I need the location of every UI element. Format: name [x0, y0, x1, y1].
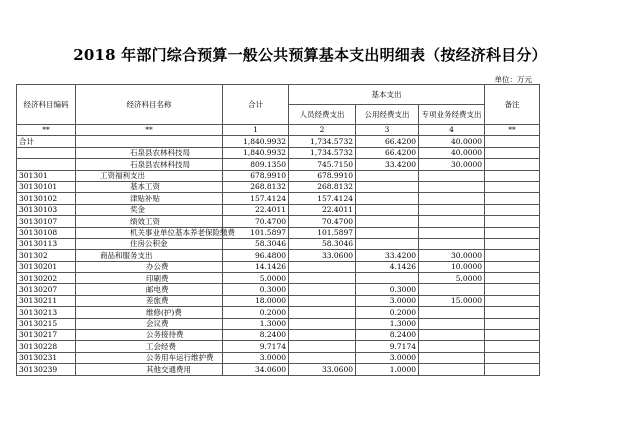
name-cell	[76, 136, 223, 147]
table-row	[17, 227, 540, 238]
name-cell: 基本工资	[76, 181, 223, 192]
code-cell: 合计	[17, 136, 76, 147]
special-cell	[419, 170, 485, 181]
personnel-cell	[289, 341, 356, 352]
code-cell: 30130213	[17, 307, 76, 318]
name-cell: 石泉县农林科技局	[76, 159, 223, 170]
special-cell	[419, 216, 485, 227]
public-cell: 66.4200	[356, 147, 419, 158]
remark-cell	[485, 341, 540, 352]
personnel-cell: 1,734.5732	[289, 147, 356, 158]
special-cell: 40.0000	[419, 136, 485, 147]
name-cell: 奖金	[76, 204, 223, 215]
name-cell: 其他交通费用	[76, 364, 223, 375]
name-cell: 维修(护)费	[76, 307, 223, 318]
table-row	[17, 273, 540, 284]
special-cell: 30.0000	[419, 159, 485, 170]
table-row	[17, 159, 540, 170]
personnel-cell	[289, 273, 356, 284]
personnel-cell	[289, 295, 356, 306]
index-row	[17, 125, 540, 136]
name-cell: 工资福利支出	[76, 170, 223, 181]
total-cell: 3.0000	[223, 352, 289, 363]
code-cell: 30130202	[17, 273, 76, 284]
remark-cell	[485, 136, 540, 147]
special-cell: 40.0000	[419, 147, 485, 158]
total-cell: 1,840.9932	[223, 136, 289, 147]
table-row	[17, 261, 540, 272]
code-cell	[17, 159, 76, 170]
code-cell: 30130217	[17, 330, 76, 341]
total-cell: 5.0000	[223, 273, 289, 284]
total-cell: 101.5897	[223, 227, 289, 238]
public-cell: 4.1426	[356, 261, 419, 272]
personnel-cell	[289, 284, 356, 295]
index-cell: 1	[223, 125, 289, 136]
name-cell: 办公费	[76, 261, 223, 272]
code-cell: 30130113	[17, 238, 76, 249]
remark-cell	[485, 318, 540, 329]
total-cell: 157.4124	[223, 193, 289, 204]
table-row	[17, 330, 540, 341]
name-cell: 住房公积金	[76, 238, 223, 249]
table-row	[17, 204, 540, 215]
total-cell: 8.2400	[223, 330, 289, 341]
public-cell: 3.0000	[356, 352, 419, 363]
remark-cell	[485, 170, 540, 181]
header-public: 公用经费支出	[356, 105, 419, 125]
special-cell	[419, 204, 485, 215]
code-cell: 301301	[17, 170, 76, 181]
code-cell: 30130207	[17, 284, 76, 295]
total-cell: 70.4700	[223, 216, 289, 227]
remark-cell	[485, 250, 540, 261]
code-cell: 301302	[17, 250, 76, 261]
total-cell: 9.7174	[223, 341, 289, 352]
code-cell: 30130103	[17, 204, 76, 215]
public-cell	[356, 216, 419, 227]
code-cell: 30130101	[17, 181, 76, 192]
table-body	[17, 136, 540, 375]
personnel-cell	[289, 318, 356, 329]
code-cell: 30130239	[17, 364, 76, 375]
personnel-cell: 268.8132	[289, 181, 356, 192]
table-row	[17, 352, 540, 363]
remark-cell	[485, 159, 540, 170]
code-cell: 30130228	[17, 341, 76, 352]
remark-cell	[485, 330, 540, 341]
remark-cell	[485, 193, 540, 204]
public-cell: 66.4200	[356, 136, 419, 147]
code-cell: 30130107	[17, 216, 76, 227]
unit-label: 单位：万元	[494, 75, 532, 84]
document-title: 2018 年部门综合预算一般公共预算基本支出明细表（按经济科目分）	[73, 46, 547, 64]
total-cell: 96.4800	[223, 250, 289, 261]
header-basic: 基本支出	[289, 85, 485, 105]
total-cell: 14.1426	[223, 261, 289, 272]
remark-cell	[485, 227, 540, 238]
public-cell: 1.3000	[356, 318, 419, 329]
index-cell: 3	[356, 125, 419, 136]
special-cell	[419, 318, 485, 329]
header-code: 经济科目编码	[17, 85, 76, 125]
header-row-1	[17, 85, 540, 105]
remark-cell	[485, 204, 540, 215]
special-cell	[419, 193, 485, 204]
code-cell: 30130102	[17, 193, 76, 204]
code-cell: 30130201	[17, 261, 76, 272]
personnel-cell: 157.4124	[289, 193, 356, 204]
special-cell	[419, 352, 485, 363]
special-cell: 30.0000	[419, 250, 485, 261]
remark-cell	[485, 295, 540, 306]
special-cell: 15.0000	[419, 295, 485, 306]
remark-cell	[485, 364, 540, 375]
index-cell: **	[485, 125, 540, 136]
index-cell: **	[17, 125, 76, 136]
name-cell: 绩效工资	[76, 216, 223, 227]
personnel-cell: 33.0600	[289, 250, 356, 261]
total-cell: 58.3046	[223, 238, 289, 249]
special-cell	[419, 284, 485, 295]
total-cell: 1,840.9932	[223, 147, 289, 158]
header-personnel: 人员经费支出	[289, 105, 356, 125]
name-cell: 印刷费	[76, 273, 223, 284]
header-name: 经济科目名称	[76, 85, 223, 125]
code-cell: 30130215	[17, 318, 76, 329]
personnel-cell	[289, 330, 356, 341]
public-cell	[356, 204, 419, 215]
special-cell: 5.0000	[419, 273, 485, 284]
table-row	[17, 341, 540, 352]
public-cell	[356, 193, 419, 204]
remark-cell	[485, 216, 540, 227]
code-cell: 30130108	[17, 227, 76, 238]
personnel-cell: 22.4011	[289, 204, 356, 215]
personnel-cell: 678.9910	[289, 170, 356, 181]
table-row	[17, 318, 540, 329]
personnel-cell: 745.7150	[289, 159, 356, 170]
public-cell: 3.0000	[356, 295, 419, 306]
personnel-cell: 33.0600	[289, 364, 356, 375]
total-cell: 268.8132	[223, 181, 289, 192]
table-row	[17, 364, 540, 375]
public-cell: 33.4200	[356, 159, 419, 170]
index-cell: **	[76, 125, 223, 136]
public-cell: 8.2400	[356, 330, 419, 341]
special-cell	[419, 330, 485, 341]
remark-cell	[485, 181, 540, 192]
code-cell	[17, 147, 76, 158]
special-cell	[419, 181, 485, 192]
public-cell	[356, 181, 419, 192]
remark-cell	[485, 284, 540, 295]
special-cell	[419, 307, 485, 318]
public-cell: 33.4200	[356, 250, 419, 261]
remark-cell	[485, 273, 540, 284]
table-row	[17, 216, 540, 227]
personnel-cell	[289, 261, 356, 272]
table-row	[17, 147, 540, 158]
public-cell: 0.3000	[356, 284, 419, 295]
name-cell: 津贴补贴	[76, 193, 223, 204]
table-row	[17, 136, 540, 147]
name-cell: 机关事业单位基本养老保险缴费	[76, 227, 223, 238]
name-cell: 公务用车运行维护费	[76, 352, 223, 363]
header-total: 合计	[223, 85, 289, 125]
name-cell: 商品和服务支出	[76, 250, 223, 261]
total-cell: 678.9910	[223, 170, 289, 181]
table-row	[17, 170, 540, 181]
name-cell: 差旅费	[76, 295, 223, 306]
public-cell	[356, 238, 419, 249]
total-cell: 809.1350	[223, 159, 289, 170]
table-row	[17, 250, 540, 261]
public-cell: 0.2000	[356, 307, 419, 318]
name-cell: 工会经费	[76, 341, 223, 352]
total-cell: 0.3000	[223, 284, 289, 295]
special-cell	[419, 238, 485, 249]
name-cell: 邮电费	[76, 284, 223, 295]
table-row	[17, 284, 540, 295]
personnel-cell: 101.5897	[289, 227, 356, 238]
header-special: 专项业务经费支出	[419, 105, 485, 125]
special-cell	[419, 227, 485, 238]
table-row	[17, 181, 540, 192]
table-row	[17, 295, 540, 306]
name-cell: 会议费	[76, 318, 223, 329]
personnel-cell: 1,734.5732	[289, 136, 356, 147]
special-cell	[419, 364, 485, 375]
special-cell: 10.0000	[419, 261, 485, 272]
total-cell: 22.4011	[223, 204, 289, 215]
table-row	[17, 193, 540, 204]
table-row	[17, 238, 540, 249]
total-cell: 1.3000	[223, 318, 289, 329]
table-row	[17, 307, 540, 318]
total-cell: 0.2000	[223, 307, 289, 318]
total-cell: 34.0600	[223, 364, 289, 375]
remark-cell	[485, 238, 540, 249]
personnel-cell	[289, 352, 356, 363]
name-cell: 公务接待费	[76, 330, 223, 341]
personnel-cell	[289, 307, 356, 318]
total-cell: 18.0000	[223, 295, 289, 306]
public-cell	[356, 273, 419, 284]
public-cell	[356, 170, 419, 181]
index-cell: 2	[289, 125, 356, 136]
public-cell: 9.7174	[356, 341, 419, 352]
personnel-cell: 70.4700	[289, 216, 356, 227]
header-remark: 备注	[485, 85, 540, 125]
special-cell	[419, 341, 485, 352]
budget-table	[16, 84, 540, 376]
public-cell	[356, 227, 419, 238]
personnel-cell: 58.3046	[289, 238, 356, 249]
name-cell: 石泉县农林科技局	[76, 147, 223, 158]
public-cell: 1.0000	[356, 364, 419, 375]
remark-cell	[485, 307, 540, 318]
remark-cell	[485, 261, 540, 272]
code-cell: 30130231	[17, 352, 76, 363]
index-cell: 4	[419, 125, 485, 136]
remark-cell	[485, 352, 540, 363]
remark-cell	[485, 147, 540, 158]
code-cell: 30130211	[17, 295, 76, 306]
